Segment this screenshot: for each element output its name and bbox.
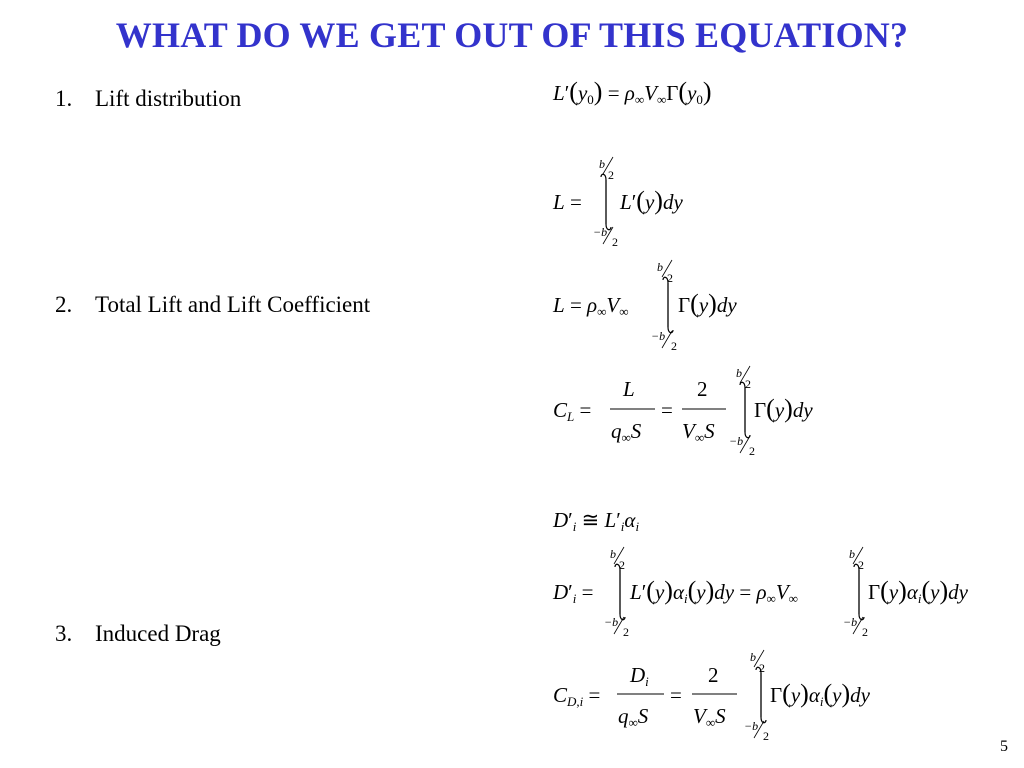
equation-total-lift-integral: [552, 157, 683, 249]
svg-text:2: 2: [862, 625, 868, 639]
svg-text:b: b: [610, 547, 616, 561]
svg-text:b: b: [849, 547, 855, 561]
slide-title: WHAT DO WE GET OUT OF THIS EQUATION?: [115, 15, 909, 55]
page-number: 5: [1000, 738, 1008, 755]
svg-text:2: 2: [697, 377, 708, 401]
svg-text:D′i =: D′i =: [553, 580, 594, 606]
svg-text:−b: −b: [843, 615, 858, 629]
svg-text:L′(y)αi(y)dy = ρ∞V∞: L′(y)αi(y)dy = ρ∞V∞: [630, 576, 798, 606]
svg-text:V∞S: V∞S: [682, 419, 715, 445]
svg-text:2: 2: [858, 558, 864, 572]
svg-text:−b: −b: [744, 719, 759, 733]
svg-text:2: 2: [763, 729, 769, 743]
list-item-label: Lift distribution: [95, 86, 242, 111]
equation-lift-coefficient: [553, 366, 813, 458]
svg-text:q∞S: q∞S: [618, 704, 649, 730]
svg-text:=: =: [661, 398, 673, 422]
svg-text:b: b: [599, 157, 605, 171]
list-item-label: Total Lift and Lift Coefficient: [95, 292, 371, 317]
svg-text:−b: −b: [729, 434, 744, 448]
svg-text:2: 2: [667, 271, 673, 285]
list-item-label: Induced Drag: [95, 621, 221, 646]
equation-induced-drag-coefficient: [553, 650, 871, 743]
svg-text:Γ(y)αi(y)dy: Γ(y)αi(y)dy: [770, 679, 870, 709]
svg-text:=: =: [670, 683, 682, 707]
svg-text:Γ(y)dy: Γ(y)dy: [678, 289, 737, 318]
svg-text:CD,i =: CD,i =: [553, 683, 601, 709]
svg-text:2: 2: [619, 558, 625, 572]
equation-lift-distribution: [552, 77, 712, 107]
svg-text:CL =: CL =: [553, 398, 592, 424]
list-item-number: 3.: [55, 621, 73, 646]
equation-induced-drag-integral: [552, 547, 969, 639]
equation-total-lift-circulation: [552, 260, 737, 353]
equation-induced-drag-approx: [552, 508, 639, 534]
list-item-number: 2.: [55, 292, 73, 317]
svg-text:D′i ≅ L′iαi: D′i ≅ L′iαi: [553, 508, 640, 534]
svg-text:L = ρ∞V∞: L = ρ∞V∞: [553, 293, 629, 319]
svg-text:2: 2: [749, 444, 755, 458]
svg-text:Γ(y)αi(y)dy: Γ(y)αi(y)dy: [868, 576, 968, 606]
svg-text:L =: L =: [553, 190, 582, 214]
svg-text:V∞S: V∞S: [693, 704, 726, 730]
svg-text:b: b: [736, 366, 742, 380]
svg-text:−b: −b: [604, 615, 619, 629]
svg-text:2: 2: [623, 625, 629, 639]
svg-text:Di: Di: [630, 663, 649, 689]
svg-text:−b: −b: [593, 225, 608, 239]
svg-text:b: b: [657, 260, 663, 274]
list-item-number: 1.: [55, 86, 73, 111]
svg-text:L′(y)dy: L′(y)dy: [620, 186, 683, 215]
svg-text:2: 2: [745, 377, 751, 391]
svg-text:2: 2: [708, 663, 719, 687]
svg-text:Γ(y)dy: Γ(y)dy: [754, 394, 813, 423]
svg-text:2: 2: [612, 235, 618, 249]
svg-text:b: b: [750, 650, 756, 664]
svg-text:2: 2: [759, 661, 765, 675]
svg-text:−b: −b: [651, 329, 666, 343]
svg-text:q∞S: q∞S: [611, 419, 642, 445]
svg-text:2: 2: [608, 168, 614, 182]
svg-text:2: 2: [671, 339, 677, 353]
svg-text:L′(y0) = ρ∞V∞Γ(y0): L′(y0) = ρ∞V∞Γ(y0): [553, 77, 712, 107]
svg-text:L: L: [623, 377, 635, 401]
